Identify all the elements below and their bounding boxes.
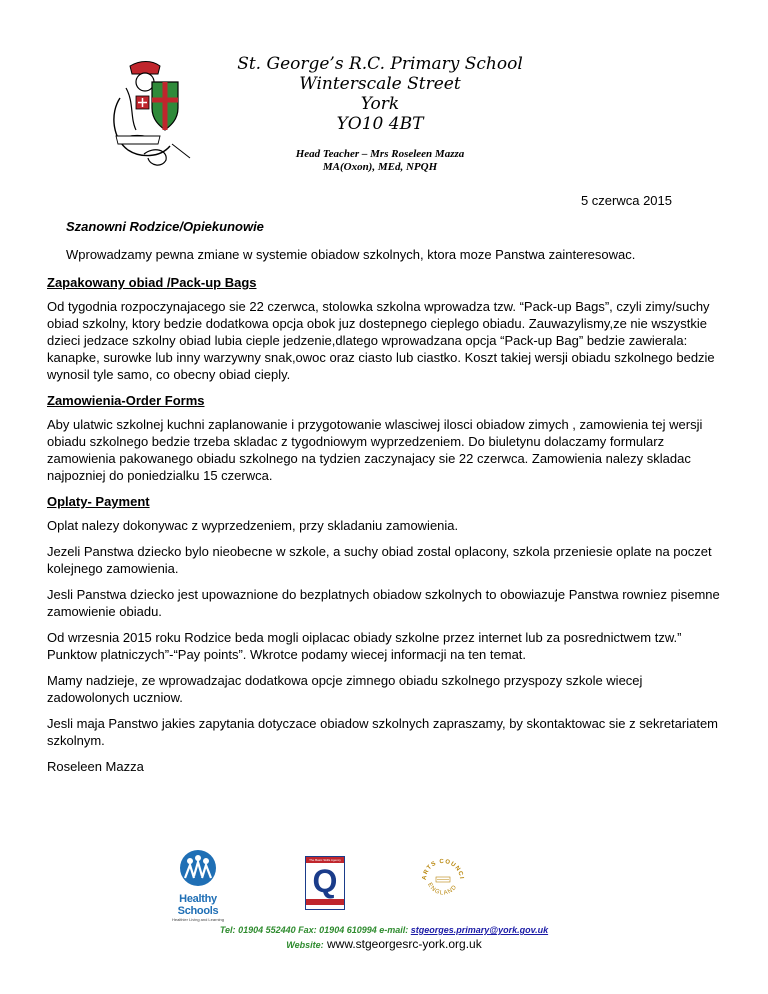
letter-body: [47, 274, 722, 784]
section-heading-order-forms: Zamowienia-Order Forms: [47, 393, 205, 408]
footer-tel: 01904 552440: [238, 925, 296, 935]
accreditation-logos: [0, 848, 768, 922]
svg-text:ENGLAND: [426, 882, 459, 896]
healthy-schools-title: Healthy Schools: [177, 893, 219, 917]
section-heading-payment: Oplaty- Payment: [47, 494, 150, 509]
paragraph-payment-absence: Jezeli Panstwa dziecko bylo nieobecne w szkole, a suchy obiad zostal oplacony, szkola przeniesie oplate na poczet kolejnego zamowienia.: [47, 544, 712, 576]
head-teacher-name: Head Teacher – Mrs Roseleen Mazza: [295, 148, 465, 160]
svg-text:ARTS COUNCIL: [418, 854, 464, 880]
school-city: York: [360, 94, 400, 114]
school-crest-logo: [100, 58, 200, 170]
arts-council-top-text: ARTS COUNCI: [421, 858, 465, 881]
healthy-schools-figures-icon: [163, 848, 233, 888]
quality-mark-letter: Q: [312, 863, 338, 899]
intro-paragraph: Wprowadzamy pewna zmiane w systemie obiadow szkolnych, ktora moze Panstwa zainteresowac.: [66, 247, 636, 262]
school-street: Winterscale Street: [299, 74, 461, 94]
footer-email-label: e-mail:: [379, 925, 409, 935]
school-header: [200, 54, 560, 134]
school-postcode: YO10 4BT: [336, 114, 424, 134]
letter-date: 5 czerwca 2015: [580, 193, 672, 208]
paragraph-pack-up: Od tygodnia rozpoczynajacego sie 22 czerwca, stolowka szkolna wprowadza tzw. “Pack-up Bags”, czyli zimy/suchy obiad szkolny, ktory bedzie dodatkowa opcja obok juz dostepnego cieplego obiadu. Zauwazylismy,ze nie wszystkie dzieci jedzace szkolny obiad lubia cieple jedzenie,dlatego wprowadzana opcja “Pack-up Bag” bedzie zawierala: kanapke, surowke lub inny warzywny snak,owoc oraz ciasto lub ciastko. Koszt takiej wersji obiadu szkolnego bedzie wynosil tyle samo, co obecny obiad cieply.: [47, 299, 715, 382]
arts-council-emblem: [418, 854, 468, 904]
school-name: St. George’s R.C. Primary School: [237, 54, 523, 74]
paragraph-order-forms: Aby ulatwic szkolnej kuchni zaplanowanie i przygotowanie wlasciwej ilosci obiadow zimych , zamowienia tej wersji obiadu szkolnego bedzie trzeba skladac z tygodniowym wyprzedzeniem. Do biuletynu dolaczamy formularz zamowienia pakowanego obiadu szkolnego na tydzien zaczynajacy sie 22 czerwca. Zamowienia nalezy skladac najpozniej do poniedzialku 15 czerwca.: [47, 417, 703, 483]
paragraph-hope: Mamy nadzieje, ze wprowadzajac dodatkowa opcje zimnego obiadu szkolnego przyspozy szkole wiecej zadowolonych uczniow.: [47, 673, 643, 705]
footer-website-line: [0, 937, 768, 951]
head-teacher-block: [200, 148, 560, 174]
footer-website[interactable]: www.stgeorgesrc-york.org.uk: [326, 937, 482, 951]
paragraph-payment-advance: Oplat nalezy dokonywac z wyprzedzeniem, przy skladaniu zamowienia.: [47, 518, 459, 533]
footer-fax-label: Fax:: [298, 925, 317, 935]
footer-fax: 01904 610994: [319, 925, 377, 935]
arts-council-logo: [418, 854, 468, 904]
footer-website-label: Website:: [286, 940, 324, 950]
healthy-schools-tagline: Healthier Living and Learning: [171, 917, 225, 922]
quality-mark-header: The Basic Skills Agency: [306, 857, 344, 863]
arts-council-bottom-text: ENGLAND: [426, 882, 459, 897]
footer-tel-label: Tel:: [219, 925, 236, 935]
paragraph-payment-online: Od wrzesnia 2015 roku Rodzice beda mogli oiplacac obiady szkolne przez internet lub za posrednictwem tzw.” Punktow platniczych”-“Pay points”. Wkrotce podamy wiecej informacji na ten temat.: [47, 630, 682, 662]
salutation: Szanowni Rodzice/Opiekunowie: [66, 219, 264, 234]
footer-contact-line: [0, 925, 768, 935]
footer-email-link[interactable]: stgeorges.primary@york.gov.uk: [410, 925, 549, 935]
section-heading-pack-up: Zapakowany obiad /Pack-up Bags: [47, 275, 257, 290]
quality-mark-logo: [305, 856, 345, 910]
paragraph-contact: Jesli maja Panstwo jakies zapytania dotyczace obiadow szkolnych zapraszamy, by skontaktowac sie z sekretariatem szkolnym.: [47, 716, 719, 748]
healthy-schools-logo: [163, 848, 233, 922]
signature: Roseleen Mazza: [47, 759, 144, 774]
paragraph-payment-free-meals: Jesli Panstwa dziecko jest upowaznione do bezplatnych obiadow szkolnych to obowiazuje Panstwa rowniez pisemne zamowienie obiadu.: [47, 587, 720, 619]
head-teacher-qualifications: MA(Oxon), MEd, NPQH: [322, 161, 438, 173]
